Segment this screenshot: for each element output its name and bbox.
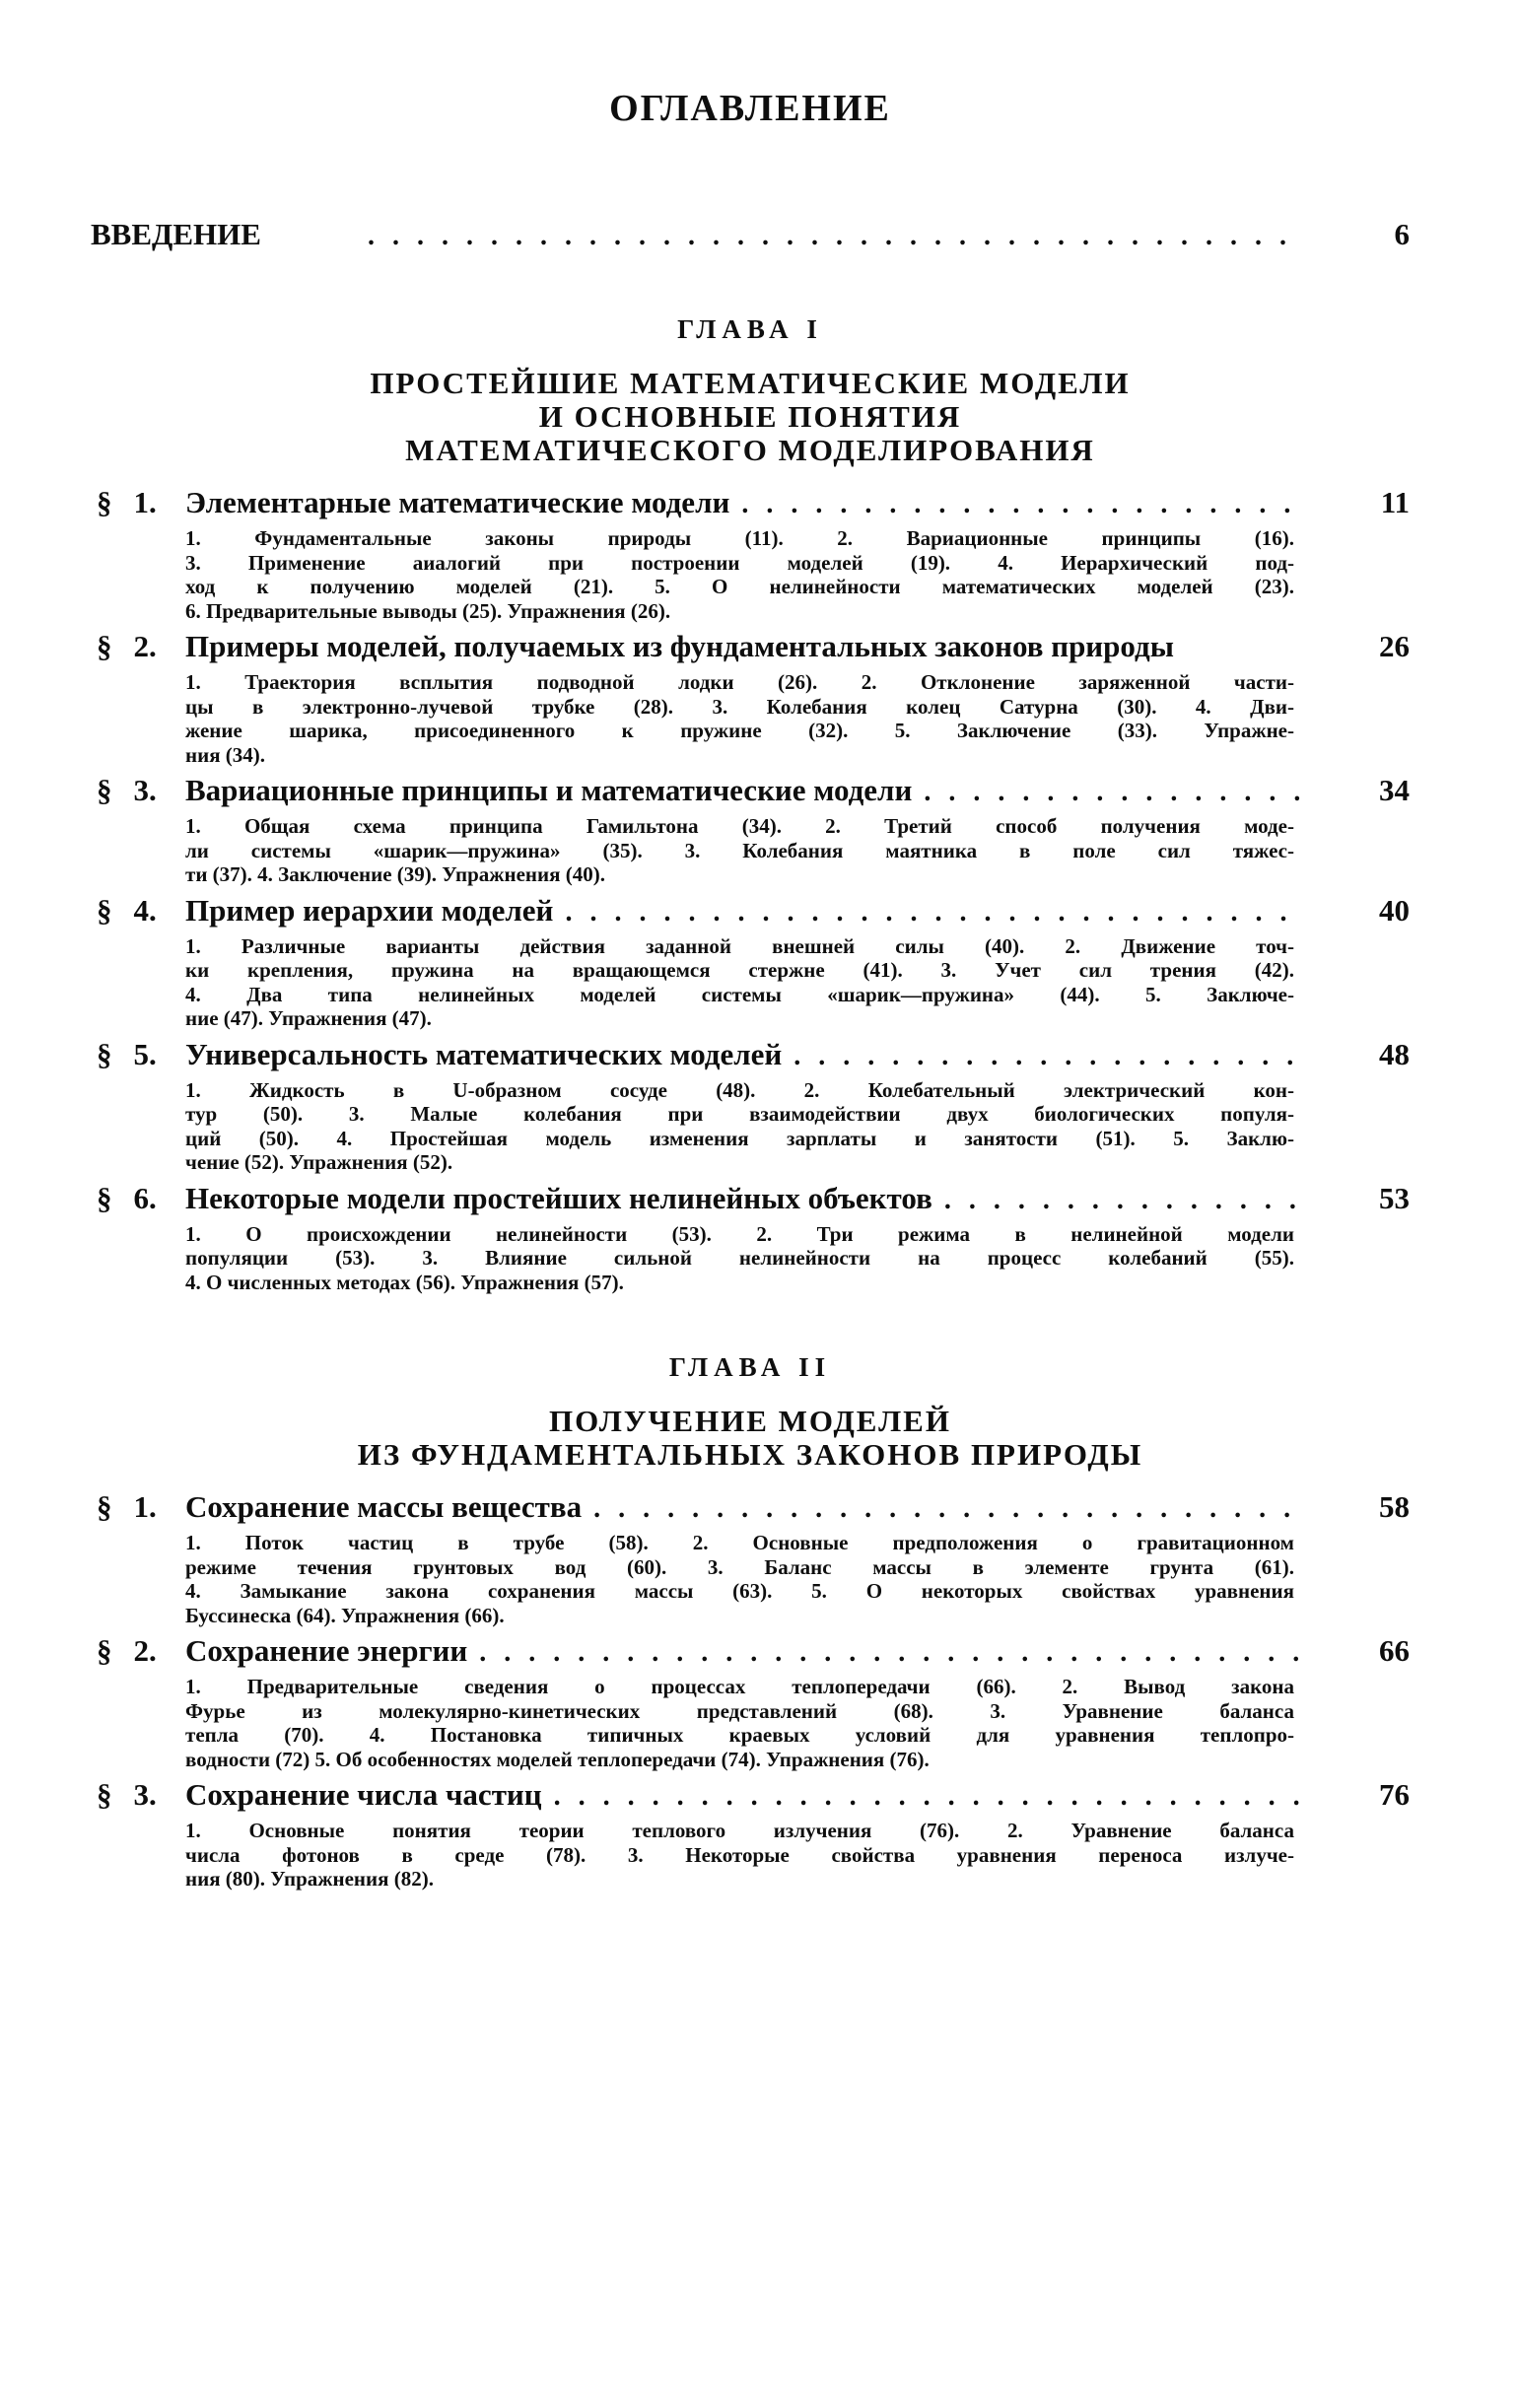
page-number: 48 (1379, 1036, 1410, 1071)
detail-line: тепла (70). 4. Постановка типичных краевых условий для уравнения теплопро- (185, 1723, 1294, 1747)
chapter-title (91, 1405, 1410, 1472)
detail-line: Буссинеска (64). Упражнения (66). (185, 1603, 505, 1627)
detail-line: 1. Траектория всплытия подводной лодки (26). 2. Отклонение заряженной части- (185, 670, 1294, 694)
detail-line: 1. Различные варианты действия заданной внешней силы (40). 2. Движение точ- (185, 933, 1294, 958)
detail-line: ход к получению моделей (21). 5. О нелинейности математических моделей (23). (185, 575, 1294, 598)
detail-line: ния (80). Упражнения (82). (185, 1867, 434, 1891)
section-title: Пример иерархии моделей (185, 892, 554, 928)
section-details (185, 670, 1294, 767)
section-details (185, 1531, 1294, 1627)
section-title: Сохранение энергии (185, 1633, 468, 1668)
chapter-2 (91, 1351, 1410, 1892)
page-number: 11 (1380, 485, 1410, 519)
dot-leader (924, 773, 1301, 810)
section-entry (91, 1037, 1410, 1175)
page-title: ОГЛАВЛЕНИЕ (609, 88, 891, 129)
section-title: Элементарные математические модели (185, 485, 730, 519)
section-entry (91, 1777, 1410, 1892)
detail-line: ние (47). Упражнения (47). (185, 1006, 432, 1030)
section-title: Сохранение числа частиц (185, 1777, 542, 1812)
detail-line: 1. О происхождении нелинейности (53). 2. Три режима в нелинейной модели (185, 1221, 1294, 1246)
paragraph-sign: § (97, 773, 112, 807)
detail-line: ли системы «шарик—пружина» (35). 3. Колебания маятника в поле сил тяжес- (185, 838, 1294, 862)
section-marker (91, 1181, 185, 1216)
dot-leader (479, 1633, 1301, 1671)
chapter-title-line: ПОЛУЧЕНИЕ МОДЕЛЕЙ (549, 1404, 951, 1438)
detail-line: водности (72) 5. Об особенностях моделей теплопередачи (74). Упражнения (76). (185, 1747, 930, 1771)
detail-line: 1. Предварительные сведения о процессах теплопередачи (66). 2. Вывод закона (185, 1675, 1294, 1698)
detail-line: ти (37). 4. Заключение (39). Упражнения (40). (185, 862, 605, 886)
dot-leader (368, 217, 1301, 254)
section-number: 2. (133, 629, 157, 663)
section-entry (91, 1633, 1410, 1771)
section-number: 1. (133, 485, 157, 519)
detail-line: 4. Два типа нелинейных моделей системы «шарик—пружина» (44). 5. Заключе- (185, 982, 1294, 1006)
detail-line: ния (34). (185, 742, 266, 767)
detail-line: 1. Основные понятия теории теплового излучения (76). 2. Уравнение баланса (185, 1819, 1294, 1842)
chapter-title-line: ИЗ ФУНДАМЕНТАЛЬНЫХ ЗАКОНОВ ПРИРОДЫ (357, 1437, 1143, 1472)
detail-line: 1. Общая схема принципа Гамильтона (34). 2. Третий способ получения моде- (185, 814, 1294, 838)
section-marker (91, 485, 185, 520)
page-number: 66 (1379, 1633, 1410, 1668)
section-number: 1. (133, 1489, 157, 1524)
page-number: 40 (1379, 892, 1410, 928)
section-title: Универсальность математических моделей (185, 1036, 783, 1071)
paragraph-sign: § (97, 1777, 112, 1812)
section-marker (91, 773, 185, 808)
detail-line: 1. Фундаментальные законы природы (11). 2. Вариационные принципы (16). (185, 526, 1294, 550)
detail-line: 4. О численных методах (56). Упражнения (57). (185, 1270, 624, 1294)
chapter-title-line: ПРОСТЕЙШИЕ МАТЕМАТИЧЕСКИЕ МОДЕЛИ (370, 366, 1131, 400)
detail-line: цы в электронно-лучевой трубке (28). 3. Колебания колец Сатурна (30). 4. Дви- (185, 694, 1294, 719)
detail-line: чение (52). Упражнения (52). (185, 1150, 453, 1174)
paragraph-sign: § (97, 1036, 112, 1071)
dot-leader (741, 485, 1301, 522)
page-number: 76 (1379, 1777, 1410, 1812)
section-entry (91, 1181, 1410, 1295)
intro-entry (91, 217, 1410, 254)
section-number: 3. (133, 1777, 157, 1812)
section-marker (91, 1489, 185, 1525)
paragraph-sign: § (97, 1633, 112, 1668)
section-number: 6. (133, 1180, 157, 1215)
section-number: 3. (133, 773, 157, 807)
detail-line: популяции (53). 3. Влияние сильной нелинейности на процесс колебаний (55). (185, 1246, 1294, 1270)
section-number: 5. (133, 1036, 157, 1071)
section-title: Примеры моделей, получаемых из фундаментальных законов природы (185, 629, 1174, 663)
chapter-title-line: МАТЕМАТИЧЕСКОГО МОДЕЛИРОВАНИЯ (405, 433, 1095, 467)
dot-leader (554, 1777, 1301, 1815)
page-number: 53 (1379, 1180, 1410, 1215)
page-number: 34 (1379, 773, 1410, 807)
section-entry (91, 773, 1410, 887)
chapter-title-line: И ОСНОВНЫЕ ПОНЯТИЯ (538, 399, 962, 434)
section-details (185, 814, 1294, 887)
section-title: Вариационные принципы и математические модели (185, 773, 913, 807)
section-marker (91, 893, 185, 929)
paragraph-sign: § (97, 1489, 112, 1524)
dot-leader (593, 1489, 1301, 1527)
detail-line: тур (50). 3. Малые колебания при взаимодействии двух биологических популя- (185, 1102, 1294, 1126)
section-details (185, 1819, 1294, 1892)
detail-line: 3. Применение аиалогий при построении моделей (19). 4. Иерархический под- (185, 550, 1294, 575)
detail-line: Фурье из молекулярно-кинетических представлений (68). 3. Уравнение баланса (185, 1698, 1294, 1723)
section-number: 2. (133, 1633, 157, 1668)
detail-line: ций (50). 4. Простейшая модель изменения зарплаты и занятости (51). 5. Заклю- (185, 1126, 1294, 1150)
section-details (185, 934, 1294, 1031)
section-marker (91, 1777, 185, 1813)
detail-line: 6. Предварительные выводы (25). Упражнения (26). (185, 598, 671, 623)
detail-line: жение шарика, присоединенного к пружине (32). 5. Заключение (33). Упражне- (185, 719, 1294, 742)
detail-line: ки крепления, пружина на вращающемся стержне (41). 3. Учет сил трения (42). (185, 958, 1294, 982)
intro-label: ВВЕДЕНИЕ (91, 217, 261, 251)
detail-line: 1. Поток частиц в трубе (58). 2. Основные предположения о гравитационном (185, 1531, 1294, 1554)
paragraph-sign: § (97, 892, 112, 928)
section-marker (91, 629, 185, 664)
page-number: 6 (1394, 217, 1410, 251)
section-marker (91, 1633, 185, 1669)
chapter-heading: ГЛАВА II (668, 1352, 832, 1382)
dot-leader (565, 893, 1301, 930)
section-number: 4. (133, 892, 157, 928)
paragraph-sign: § (97, 485, 112, 519)
detail-line: режиме течения грунтовых вод (60). 3. Баланс массы в элементе грунта (61). (185, 1554, 1294, 1579)
paragraph-sign: § (97, 1180, 112, 1215)
page-number: 58 (1379, 1489, 1410, 1524)
section-details (185, 1222, 1294, 1295)
chapter-1 (91, 313, 1410, 1294)
detail-line: числа фотонов в среде (78). 3. Некоторые свойства уравнения переноса излуче- (185, 1842, 1294, 1867)
dot-leader (794, 1037, 1301, 1074)
section-entry (91, 629, 1410, 767)
section-entry (91, 1489, 1410, 1627)
chapter-title (91, 367, 1410, 467)
toc-page (91, 0, 1410, 1892)
dot-leader (944, 1181, 1301, 1218)
section-details (185, 1078, 1294, 1175)
section-entry (91, 485, 1410, 623)
section-title: Сохранение массы вещества (185, 1489, 583, 1524)
detail-line: 4. Замыкание закона сохранения массы (63). 5. О некоторых свойствах уравнения (185, 1579, 1294, 1603)
chapter-heading: ГЛАВА I (677, 314, 823, 344)
section-details (185, 526, 1294, 623)
page-number: 26 (1379, 629, 1410, 663)
paragraph-sign: § (97, 629, 112, 663)
section-marker (91, 1037, 185, 1072)
section-entry (91, 893, 1410, 1031)
section-details (185, 1675, 1294, 1771)
section-title: Некоторые модели простейших нелинейных объектов (185, 1180, 932, 1215)
detail-line: 1. Жидкость в U-образном сосуде (48). 2. Колебательный электрический кон- (185, 1077, 1294, 1102)
